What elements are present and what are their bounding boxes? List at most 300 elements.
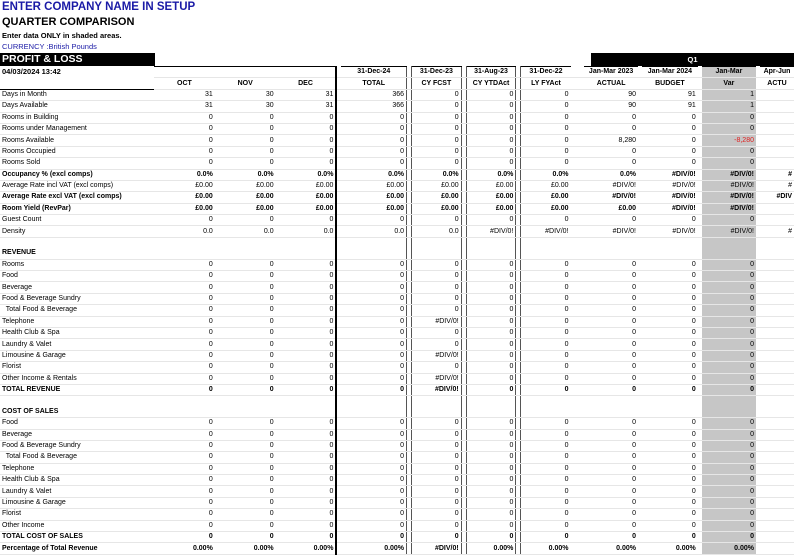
value-cell[interactable]: 0.0%	[341, 169, 406, 180]
value-cell[interactable]	[215, 248, 276, 259]
value-cell[interactable]	[760, 316, 794, 327]
value-cell[interactable]: 0	[215, 282, 276, 293]
value-cell[interactable]: 0	[341, 520, 406, 531]
value-cell[interactable]: 0	[702, 486, 756, 497]
value-cell[interactable]: 0	[215, 373, 276, 384]
value-cell[interactable]: 0	[521, 452, 571, 463]
value-cell[interactable]: 0	[341, 282, 406, 293]
value-cell[interactable]: 0	[642, 112, 698, 123]
value-cell[interactable]: 0	[412, 282, 462, 293]
value-cell[interactable]: 0	[521, 259, 571, 270]
value-cell[interactable]	[760, 362, 794, 373]
value-cell[interactable]	[215, 407, 276, 418]
value-cell[interactable]	[760, 350, 794, 361]
value-cell[interactable]: 0	[521, 123, 571, 134]
value-cell[interactable]	[760, 101, 794, 112]
value-cell[interactable]: 0	[154, 429, 215, 440]
value-cell[interactable]: 0	[412, 440, 462, 451]
value-cell[interactable]: 0	[276, 305, 337, 316]
value-cell[interactable]: 0	[466, 362, 516, 373]
value-cell[interactable]: 0	[215, 112, 276, 123]
value-cell[interactable]: 0	[341, 112, 406, 123]
value-cell[interactable]: 0	[215, 316, 276, 327]
value-cell[interactable]: #DIV/0!	[521, 226, 571, 237]
value-cell[interactable]: #DIV/0!	[702, 226, 756, 237]
value-cell[interactable]: 0	[702, 305, 756, 316]
value-cell[interactable]: 0	[521, 339, 571, 350]
value-cell[interactable]: 0	[276, 135, 337, 146]
value-cell[interactable]: #	[760, 180, 794, 191]
value-cell[interactable]	[760, 429, 794, 440]
value-cell[interactable]: 31	[276, 89, 337, 100]
value-cell[interactable]: #DIV/0!	[584, 192, 638, 203]
value-cell[interactable]: 0	[276, 146, 337, 157]
value-cell[interactable]: 0	[702, 327, 756, 338]
value-cell[interactable]: 0	[215, 520, 276, 531]
value-cell[interactable]: 0	[412, 135, 462, 146]
value-cell[interactable]: 0	[642, 158, 698, 169]
value-cell[interactable]: 0	[341, 350, 406, 361]
value-cell[interactable]	[584, 248, 638, 259]
value-cell[interactable]	[760, 248, 794, 259]
value-cell[interactable]: 0	[584, 305, 638, 316]
value-cell[interactable]	[760, 123, 794, 134]
value-cell[interactable]: 0	[154, 215, 215, 226]
value-cell[interactable]: #DIV	[760, 192, 794, 203]
value-cell[interactable]: 0	[584, 384, 638, 395]
value-cell[interactable]: 0	[276, 158, 337, 169]
value-cell[interactable]	[412, 407, 462, 418]
value-cell[interactable]: £0.00	[466, 180, 516, 191]
value-cell[interactable]: 0	[412, 271, 462, 282]
value-cell[interactable]: 0.00%	[154, 543, 215, 554]
value-cell[interactable]: 0	[702, 497, 756, 508]
value-cell[interactable]: 0	[521, 101, 571, 112]
value-cell[interactable]: 0	[412, 158, 462, 169]
value-cell[interactable]: 0	[154, 135, 215, 146]
value-cell[interactable]: 0	[341, 373, 406, 384]
value-cell[interactable]: 0	[466, 101, 516, 112]
value-cell[interactable]: 0	[215, 158, 276, 169]
value-cell[interactable]: 0	[702, 146, 756, 157]
value-cell[interactable]	[760, 146, 794, 157]
value-cell[interactable]: 0	[702, 373, 756, 384]
value-cell[interactable]: 0	[466, 305, 516, 316]
value-cell[interactable]: 0	[702, 282, 756, 293]
value-cell[interactable]: 0	[412, 112, 462, 123]
value-cell[interactable]: 0	[341, 146, 406, 157]
value-cell[interactable]: #DIV/0!	[412, 373, 462, 384]
value-cell[interactable]	[760, 463, 794, 474]
value-cell[interactable]: 0	[584, 316, 638, 327]
value-cell[interactable]: 0	[341, 509, 406, 520]
value-cell[interactable]: 0	[215, 418, 276, 429]
value-cell[interactable]: 0	[154, 112, 215, 123]
value-cell[interactable]: 0	[466, 520, 516, 531]
value-cell[interactable]	[760, 452, 794, 463]
value-cell[interactable]: 0	[702, 316, 756, 327]
value-cell[interactable]: 0	[215, 123, 276, 134]
value-cell[interactable]	[702, 396, 756, 407]
value-cell[interactable]: 0	[341, 305, 406, 316]
value-cell[interactable]: 30	[215, 89, 276, 100]
value-cell[interactable]: 0	[276, 520, 337, 531]
value-cell[interactable]	[760, 440, 794, 451]
value-cell[interactable]	[702, 407, 756, 418]
value-cell[interactable]: 0	[702, 362, 756, 373]
value-cell[interactable]	[760, 305, 794, 316]
value-cell[interactable]: 0.00%	[215, 543, 276, 554]
value-cell[interactable]: 0	[466, 259, 516, 270]
value-cell[interactable]: 0.00%	[702, 543, 756, 554]
value-cell[interactable]	[760, 543, 794, 554]
value-cell[interactable]	[760, 497, 794, 508]
value-cell[interactable]: 0	[341, 327, 406, 338]
value-cell[interactable]: 91	[642, 101, 698, 112]
value-cell[interactable]: 0	[521, 486, 571, 497]
value-cell[interactable]: 0	[521, 146, 571, 157]
value-cell[interactable]: 0	[466, 509, 516, 520]
value-cell[interactable]: 0	[341, 384, 406, 395]
value-cell[interactable]: 0.00%	[466, 543, 516, 554]
value-cell[interactable]: 0	[341, 316, 406, 327]
value-cell[interactable]: 0	[702, 215, 756, 226]
value-cell[interactable]: 0	[702, 532, 756, 543]
value-cell[interactable]: #DIV/0!	[642, 226, 698, 237]
value-cell[interactable]: 0	[276, 316, 337, 327]
value-cell[interactable]	[702, 237, 756, 248]
company-name-cell[interactable]: ENTER COMPANY NAME IN SETUP	[2, 1, 196, 13]
value-cell[interactable]: 0	[154, 486, 215, 497]
value-cell[interactable]: 0	[154, 532, 215, 543]
value-cell[interactable]: 0	[584, 259, 638, 270]
value-cell[interactable]: #DIV/0!	[642, 192, 698, 203]
value-cell[interactable]	[341, 407, 406, 418]
value-cell[interactable]	[584, 237, 638, 248]
value-cell[interactable]: £0.00	[341, 192, 406, 203]
value-cell[interactable]: 0	[215, 259, 276, 270]
value-cell[interactable]	[760, 509, 794, 520]
value-cell[interactable]: 0	[642, 497, 698, 508]
value-cell[interactable]: 0	[466, 486, 516, 497]
value-cell[interactable]: 0	[154, 305, 215, 316]
value-cell[interactable]	[276, 396, 337, 407]
value-cell[interactable]: 0	[642, 362, 698, 373]
value-cell[interactable]: 0	[412, 497, 462, 508]
value-cell[interactable]: 0	[584, 362, 638, 373]
value-cell[interactable]: 0.0%	[412, 169, 462, 180]
value-cell[interactable]: 0	[584, 123, 638, 134]
value-cell[interactable]: 0	[521, 316, 571, 327]
value-cell[interactable]: 0	[584, 339, 638, 350]
value-cell[interactable]: 0.0%	[584, 169, 638, 180]
value-cell[interactable]: #DIV/0!	[702, 169, 756, 180]
value-cell[interactable]: 0	[154, 316, 215, 327]
value-cell[interactable]: 0	[466, 215, 516, 226]
value-cell[interactable]: 0	[215, 532, 276, 543]
value-cell[interactable]: 0	[341, 271, 406, 282]
value-cell[interactable]: 0	[642, 520, 698, 531]
spreadsheet-grid[interactable]	[0, 66, 794, 555]
value-cell[interactable]: 0	[341, 135, 406, 146]
value-cell[interactable]: 0.0	[412, 226, 462, 237]
value-cell[interactable]: 0	[521, 305, 571, 316]
value-cell[interactable]: 0	[341, 158, 406, 169]
value-cell[interactable]: 0	[215, 497, 276, 508]
value-cell[interactable]: £0.00	[154, 180, 215, 191]
value-cell[interactable]: 0	[584, 327, 638, 338]
value-cell[interactable]: #DIV/0!	[412, 543, 462, 554]
value-cell[interactable]: 0	[702, 520, 756, 531]
value-cell[interactable]: 0	[276, 475, 337, 486]
value-cell[interactable]: 0	[466, 429, 516, 440]
value-cell[interactable]: 0	[215, 509, 276, 520]
value-cell[interactable]	[642, 396, 698, 407]
value-cell[interactable]: 0	[642, 305, 698, 316]
value-cell[interactable]: 0	[276, 123, 337, 134]
value-cell[interactable]	[760, 293, 794, 304]
value-cell[interactable]: 0	[341, 362, 406, 373]
value-cell[interactable]: 0	[276, 429, 337, 440]
value-cell[interactable]: 0	[521, 327, 571, 338]
value-cell[interactable]: 0	[154, 452, 215, 463]
value-cell[interactable]: 0	[276, 327, 337, 338]
value-cell[interactable]: 0	[276, 532, 337, 543]
value-cell[interactable]: 0	[584, 350, 638, 361]
value-cell[interactable]: 0	[642, 532, 698, 543]
value-cell[interactable]: 0	[215, 271, 276, 282]
value-cell[interactable]: 0	[521, 112, 571, 123]
value-cell[interactable]: 0	[702, 440, 756, 451]
value-cell[interactable]: 0	[412, 509, 462, 520]
value-cell[interactable]	[760, 384, 794, 395]
value-cell[interactable]: 0	[584, 373, 638, 384]
value-cell[interactable]	[466, 248, 516, 259]
value-cell[interactable]: 0	[642, 327, 698, 338]
value-cell[interactable]	[412, 237, 462, 248]
value-cell[interactable]: 0	[412, 215, 462, 226]
value-cell[interactable]: 0	[466, 327, 516, 338]
value-cell[interactable]	[521, 237, 571, 248]
value-cell[interactable]: 0	[466, 316, 516, 327]
value-cell[interactable]: 0	[276, 384, 337, 395]
value-cell[interactable]	[760, 203, 794, 214]
value-cell[interactable]: £0.00	[466, 192, 516, 203]
value-cell[interactable]: 0	[584, 440, 638, 451]
value-cell[interactable]: 0	[215, 463, 276, 474]
value-cell[interactable]	[521, 396, 571, 407]
value-cell[interactable]: 0	[521, 440, 571, 451]
value-cell[interactable]: 0	[466, 440, 516, 451]
value-cell[interactable]: 0	[642, 123, 698, 134]
value-cell[interactable]: #DIV/0!	[584, 226, 638, 237]
value-cell[interactable]: 0	[466, 373, 516, 384]
value-cell[interactable]: 0	[584, 463, 638, 474]
value-cell[interactable]: 0	[466, 475, 516, 486]
value-cell[interactable]: 0	[276, 509, 337, 520]
value-cell[interactable]: 0	[154, 509, 215, 520]
value-cell[interactable]: 0	[276, 282, 337, 293]
value-cell[interactable]: 0	[642, 316, 698, 327]
value-cell[interactable]	[760, 271, 794, 282]
value-cell[interactable]: £0.00	[154, 203, 215, 214]
value-cell[interactable]: 0	[215, 486, 276, 497]
value-cell[interactable]: 0	[521, 89, 571, 100]
value-cell[interactable]: 0	[341, 293, 406, 304]
value-cell[interactable]	[760, 339, 794, 350]
value-cell[interactable]	[466, 237, 516, 248]
value-cell[interactable]	[521, 248, 571, 259]
value-cell[interactable]: 0	[466, 452, 516, 463]
value-cell[interactable]: 0	[466, 89, 516, 100]
value-cell[interactable]: 30	[215, 101, 276, 112]
value-cell[interactable]	[466, 396, 516, 407]
value-cell[interactable]: 0	[341, 497, 406, 508]
value-cell[interactable]	[584, 396, 638, 407]
value-cell[interactable]: 0	[642, 463, 698, 474]
value-cell[interactable]	[466, 407, 516, 418]
value-cell[interactable]: 0	[154, 146, 215, 157]
value-cell[interactable]: 0	[521, 282, 571, 293]
value-cell[interactable]: 0	[412, 101, 462, 112]
value-cell[interactable]: 0	[412, 486, 462, 497]
value-cell[interactable]: #DIV/0!	[642, 180, 698, 191]
value-cell[interactable]: 0	[466, 497, 516, 508]
value-cell[interactable]: 0	[341, 532, 406, 543]
value-cell[interactable]: 0	[154, 350, 215, 361]
value-cell[interactable]: £0.00	[341, 203, 406, 214]
value-cell[interactable]: 0	[642, 135, 698, 146]
value-cell[interactable]: 0	[412, 418, 462, 429]
value-cell[interactable]: 0	[642, 509, 698, 520]
value-cell[interactable]: 0	[154, 373, 215, 384]
value-cell[interactable]	[521, 407, 571, 418]
value-cell[interactable]: 0	[154, 362, 215, 373]
value-cell[interactable]: 0	[521, 475, 571, 486]
value-cell[interactable]: £0.00	[276, 192, 337, 203]
value-cell[interactable]: 0	[154, 418, 215, 429]
value-cell[interactable]: 0	[642, 440, 698, 451]
value-cell[interactable]: 0	[642, 215, 698, 226]
value-cell[interactable]: 0	[466, 282, 516, 293]
value-cell[interactable]: 0	[702, 339, 756, 350]
value-cell[interactable]: 0	[521, 520, 571, 531]
value-cell[interactable]: 0	[702, 418, 756, 429]
value-cell[interactable]: £0.00	[412, 192, 462, 203]
value-cell[interactable]	[584, 407, 638, 418]
value-cell[interactable]: 0	[276, 418, 337, 429]
value-cell[interactable]: 0	[584, 429, 638, 440]
value-cell[interactable]	[215, 396, 276, 407]
value-cell[interactable]: 0	[702, 475, 756, 486]
value-cell[interactable]: 0	[702, 158, 756, 169]
value-cell[interactable]: 0	[466, 532, 516, 543]
value-cell[interactable]	[760, 158, 794, 169]
value-cell[interactable]: 0	[642, 486, 698, 497]
value-cell[interactable]: £0.00	[521, 192, 571, 203]
value-cell[interactable]: 0	[215, 215, 276, 226]
value-cell[interactable]	[760, 259, 794, 270]
value-cell[interactable]: 0	[642, 293, 698, 304]
value-cell[interactable]: 0	[521, 429, 571, 440]
value-cell[interactable]: 0	[276, 271, 337, 282]
value-cell[interactable]: 0	[276, 497, 337, 508]
value-cell[interactable]: 0	[412, 339, 462, 350]
value-cell[interactable]: 0	[215, 305, 276, 316]
value-cell[interactable]: #DIV/0!	[466, 226, 516, 237]
value-cell[interactable]	[341, 248, 406, 259]
value-cell[interactable]: 0	[521, 271, 571, 282]
value-cell[interactable]: 0	[412, 327, 462, 338]
value-cell[interactable]: 366	[341, 101, 406, 112]
value-cell[interactable]: 0	[466, 339, 516, 350]
value-cell[interactable]: 0	[276, 373, 337, 384]
value-cell[interactable]: £0.00	[154, 192, 215, 203]
value-cell[interactable]: 0	[215, 429, 276, 440]
value-cell[interactable]	[215, 237, 276, 248]
value-cell[interactable]	[760, 418, 794, 429]
value-cell[interactable]: 0.0	[276, 226, 337, 237]
value-cell[interactable]: 0	[702, 293, 756, 304]
value-cell[interactable]: 0	[642, 259, 698, 270]
value-cell[interactable]: 0	[276, 452, 337, 463]
value-cell[interactable]: 0	[154, 475, 215, 486]
value-cell[interactable]: 0	[584, 418, 638, 429]
value-cell[interactable]: 31	[276, 101, 337, 112]
value-cell[interactable]: 0	[154, 463, 215, 474]
value-cell[interactable]: 0	[276, 293, 337, 304]
value-cell[interactable]: 0	[702, 350, 756, 361]
value-cell[interactable]: £0.00	[521, 180, 571, 191]
value-cell[interactable]: 90	[584, 89, 638, 100]
value-cell[interactable]: £0.00	[341, 180, 406, 191]
value-cell[interactable]: 0	[466, 158, 516, 169]
value-cell[interactable]: 0	[215, 135, 276, 146]
value-cell[interactable]: 0	[521, 384, 571, 395]
value-cell[interactable]: 0	[466, 418, 516, 429]
value-cell[interactable]: #DIV/0!	[412, 384, 462, 395]
value-cell[interactable]	[341, 396, 406, 407]
value-cell[interactable]: 0	[341, 463, 406, 474]
value-cell[interactable]: 0.0	[215, 226, 276, 237]
value-cell[interactable]: 0	[215, 327, 276, 338]
value-cell[interactable]: #	[760, 169, 794, 180]
value-cell[interactable]: 0	[466, 463, 516, 474]
value-cell[interactable]: £0.00	[584, 203, 638, 214]
value-cell[interactable]: 0	[341, 440, 406, 451]
value-cell[interactable]: 0	[521, 215, 571, 226]
value-cell[interactable]: 0	[642, 475, 698, 486]
value-cell[interactable]: 0	[341, 339, 406, 350]
value-cell[interactable]: £0.00	[412, 203, 462, 214]
value-cell[interactable]	[154, 396, 215, 407]
value-cell[interactable]: 0.0%	[215, 169, 276, 180]
value-cell[interactable]: 0	[412, 532, 462, 543]
value-cell[interactable]: £0.00	[215, 192, 276, 203]
value-cell[interactable]: 0	[215, 362, 276, 373]
value-cell[interactable]: 0	[412, 146, 462, 157]
value-cell[interactable]: 0	[276, 259, 337, 270]
value-cell[interactable]: 0	[702, 452, 756, 463]
value-cell[interactable]: 0	[521, 373, 571, 384]
value-cell[interactable]: 0	[341, 215, 406, 226]
value-cell[interactable]: 0	[702, 271, 756, 282]
value-cell[interactable]: 0	[466, 384, 516, 395]
value-cell[interactable]: 0	[584, 271, 638, 282]
value-cell[interactable]: 0	[521, 293, 571, 304]
value-cell[interactable]: 0	[412, 305, 462, 316]
value-cell[interactable]	[642, 248, 698, 259]
